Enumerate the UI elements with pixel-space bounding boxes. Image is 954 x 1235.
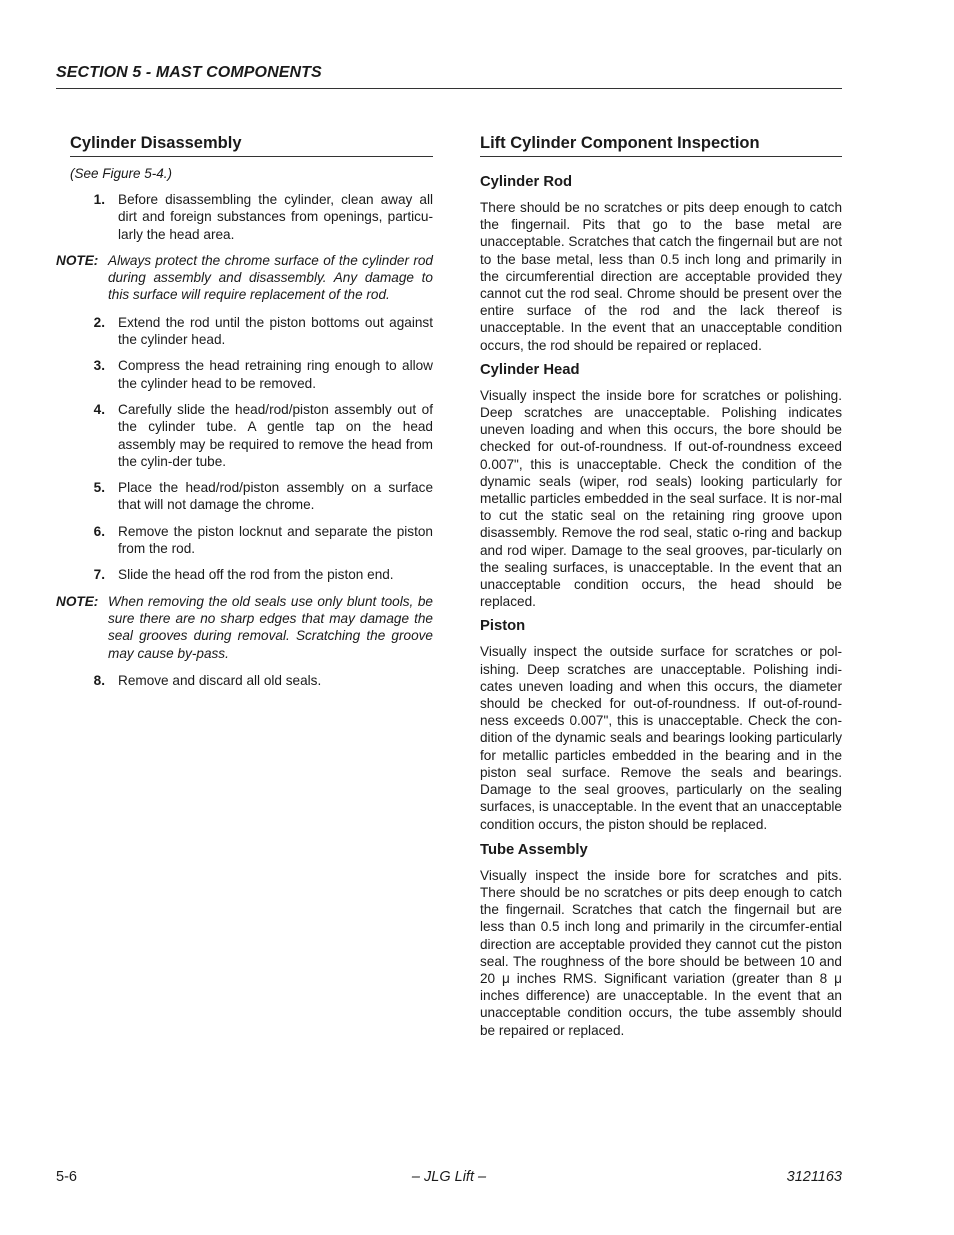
cylinder-head-paragraph: Visually inspect the inside bore for scratches or polishing. Deep scratches are unacceptable. Polishing indicates uneven loading and when this occurs, the bore should be checked for out-of-roundness. If out-of-roundness exceed 0.007", this is unacceptable. Check the condition of the dynamic seals (wiper, rod seals) looking particularly for metallic particles embedded in the seal surface. It is nor-mal to cut the static seal on the retaining ring groove upon disassembly. Remove the rod seal, static o-ring and backup and rod wiper. Damage to the seal grooves, par-ticularly on the sealing surfaces, is unacceptable. In the event that an unacceptable condition occurs, the head should be replaced. [480, 387, 842, 610]
step-text: Place the head/rod/piston assembly on a surface that will not damage the chrome. [118, 480, 433, 513]
step-number: 5. [93, 480, 105, 496]
step-1 [56, 191, 433, 243]
note-label: NOTE: [56, 593, 99, 609]
cylinder-rod-heading: Cylinder Rod [480, 174, 573, 190]
step-3 [56, 357, 433, 392]
see-figure-reference: (See Figure 5-4.) [70, 166, 173, 181]
step-8 [56, 672, 433, 689]
cylinder-head-heading: Cylinder Head [480, 361, 580, 378]
step-text: Remove the piston locknut and separate the piston from the rod. [118, 523, 433, 557]
step-text: Compress the head retraining ring enough to allow the cylinder head to be removed. [118, 358, 433, 391]
step-number: 3. [93, 358, 105, 374]
cylinder-rod-paragraph: There should be no scratches or pits deep enough to catch the fingernail. Pits that go to the base metal are unacceptable. Scratches that catch the fingernail but are not to the base metal, less than 0.5 inch long and primarily in the circumferential direction are acceptable provided they cannot cut the rod seal. Chrome should be present over the entire surface of the rod and the lack thereof is unacceptable. In the event that an unacceptable condition occurs, the rod should be repaired or replaced. [480, 200, 842, 353]
document-number: 3121163 [786, 1169, 842, 1185]
note-label: NOTE: [56, 252, 99, 268]
step-number: 7. [93, 567, 105, 583]
cylinder-disassembly-heading: Cylinder Disassembly [70, 134, 433, 157]
piston-heading: Piston [480, 618, 526, 635]
step-2 [56, 314, 433, 349]
section-header [56, 64, 842, 89]
step-text: Extend the rod until the piston bottoms out against the cylinder head. [118, 314, 433, 348]
step-6 [56, 523, 433, 558]
step-text: Remove and discard all old seals. [118, 672, 322, 688]
piston-paragraph: Visually inspect the outside surface for scratches or pol-ishing. Deep scratches are unacceptable. Polishing indi-cates uneven loading and when this occurs, the diameter should be checked for out-of-roundness. If out-of-round-ness exceeds 0.007", this is unacceptable. Check the con-dition of the dynamic seals and bearings looking particularly for metallic particles embedded in the bearing and in the piston seal surface. Remove the seals and bearings. Damage to the seal grooves, particularly on the sealing surfaces, is unacceptable. In the event that an unacceptable condition occurs, the piston should be replaced. [480, 644, 842, 832]
step-text: Before disassembling the cylinder, clean away all dirt and foreign substances from openings, particu-larly the head area. [118, 192, 433, 242]
page-number: 5-6 [56, 1169, 77, 1185]
note-text: Always protect the chrome surface of the cylinder rod during assembly and disassembly. Any damage to this surface will require replacement of the rod. [108, 252, 433, 303]
step-number: 1. [93, 192, 105, 207]
step-5 [56, 479, 433, 514]
step-text: Carefully slide the head/rod/piston assembly out of the cylinder tube. A gentle tap on the head assembly may be required to remove the head from the cylin-der tube. [118, 401, 433, 469]
inspection-heading: Lift Cylinder Component Inspection [480, 134, 842, 157]
page-footer [56, 1169, 842, 1189]
step-text: Slide the head off the rod from the piston end. [118, 567, 394, 583]
note-1 [56, 252, 433, 304]
step-4 [56, 401, 433, 470]
step-number: 8. [93, 672, 105, 688]
step-number: 6. [93, 523, 105, 539]
tube-assembly-paragraph: Visually inspect the inside bore for scratches and pits. There should be no scratches or pits deep enough to catch the fingernail. Scratches that catch the fingernail but are less than 0.5 inch long and primarily in the circumfer-ential direction are acceptable provided they cannot cut the piston seal. The roughness of the bore should be between 10 and 20 μ inches RMS. Significant variation (greater than 8 μ inches difference) are unacceptable. In the event that an unacceptable condition occurs, the tube assembly should be repaired or replaced. [480, 867, 842, 1038]
footer-brand: – JLG Lift – [411, 1169, 487, 1185]
section-title: SECTION 5 - MAST COMPONENTS [56, 64, 322, 81]
note-text: When removing the old seals use only blunt tools, be sure there are no sharp edges that may damage the seal grooves during removal. Scratching the groove may cause by-pass. [108, 593, 433, 661]
left-column [56, 134, 433, 689]
step-7 [56, 566, 433, 583]
right-column [480, 134, 842, 1039]
note-2 [56, 593, 433, 662]
tube-assembly-heading: Tube Assembly [480, 841, 588, 858]
step-number: 2. [93, 314, 105, 330]
step-number: 4. [93, 401, 105, 417]
